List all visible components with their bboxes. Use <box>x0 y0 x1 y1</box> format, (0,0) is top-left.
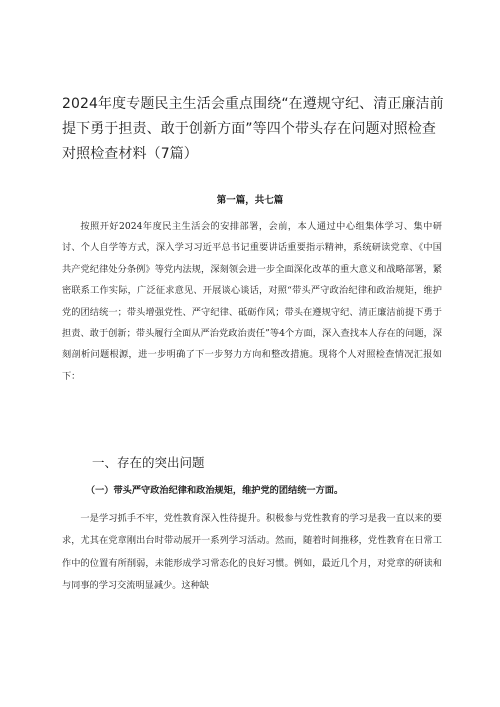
body-paragraph: 一是学习抓手不牢，党性教育深入性待提升。积极参与党性教育的学习是我一直以来的要求，尤其在党章刚出台时带动展开一系列学习活动。然而，随着时间推移，党性教育在日常工作中的位置有所削弱，未能形成学习常态化的良好习惯。例如，最近几个月，对党章的研读和与同事的学习交流明显减少。这种缺 <box>62 513 442 592</box>
section-heading: 一、存在的突出问题 <box>92 455 205 470</box>
section-subtitle: 第一篇，共七篇 <box>216 195 284 206</box>
intro-paragraph: 按照开好2024年度民主生活会的安排部署，会前，本人通过中心组集体学习、集中研讨、个人自学等方式，深入学习习近平总书记重要讲话重要指示精神，系统研读党章、《中国共产党纪律处分条例》等党内法规，深刻领会进一步全面深化改革的重大意义和战略部署，紧密联系工作实际，广泛征求意见、开展谈心谈话，对照“带头严守政治纪律和政治规矩，维护党的团结统一；带头增强党性、严守纪律、砥砺作风；带头在遵规守纪、清正廉洁前提下勇于担责、敢于创新；带头履行全面从严治党政治责任”等4个方面，深入查找本人存在的问题，深刻剖析问题根源，进一步明确了下一步努力方向和整改措施。现将个人对照检查情况汇报如下： <box>62 221 442 382</box>
document-title: 2024年度专题民主生活会重点围绕“在遵规守纪、清正廉洁前提下勇于担责、敢于创新方面”等四个带头存在问题对照检查对照检查材料（7篇） <box>62 96 444 162</box>
subsection-heading: （一）带头严守政治纪律和政治规矩，维护党的团结统一方面。 <box>85 485 344 496</box>
